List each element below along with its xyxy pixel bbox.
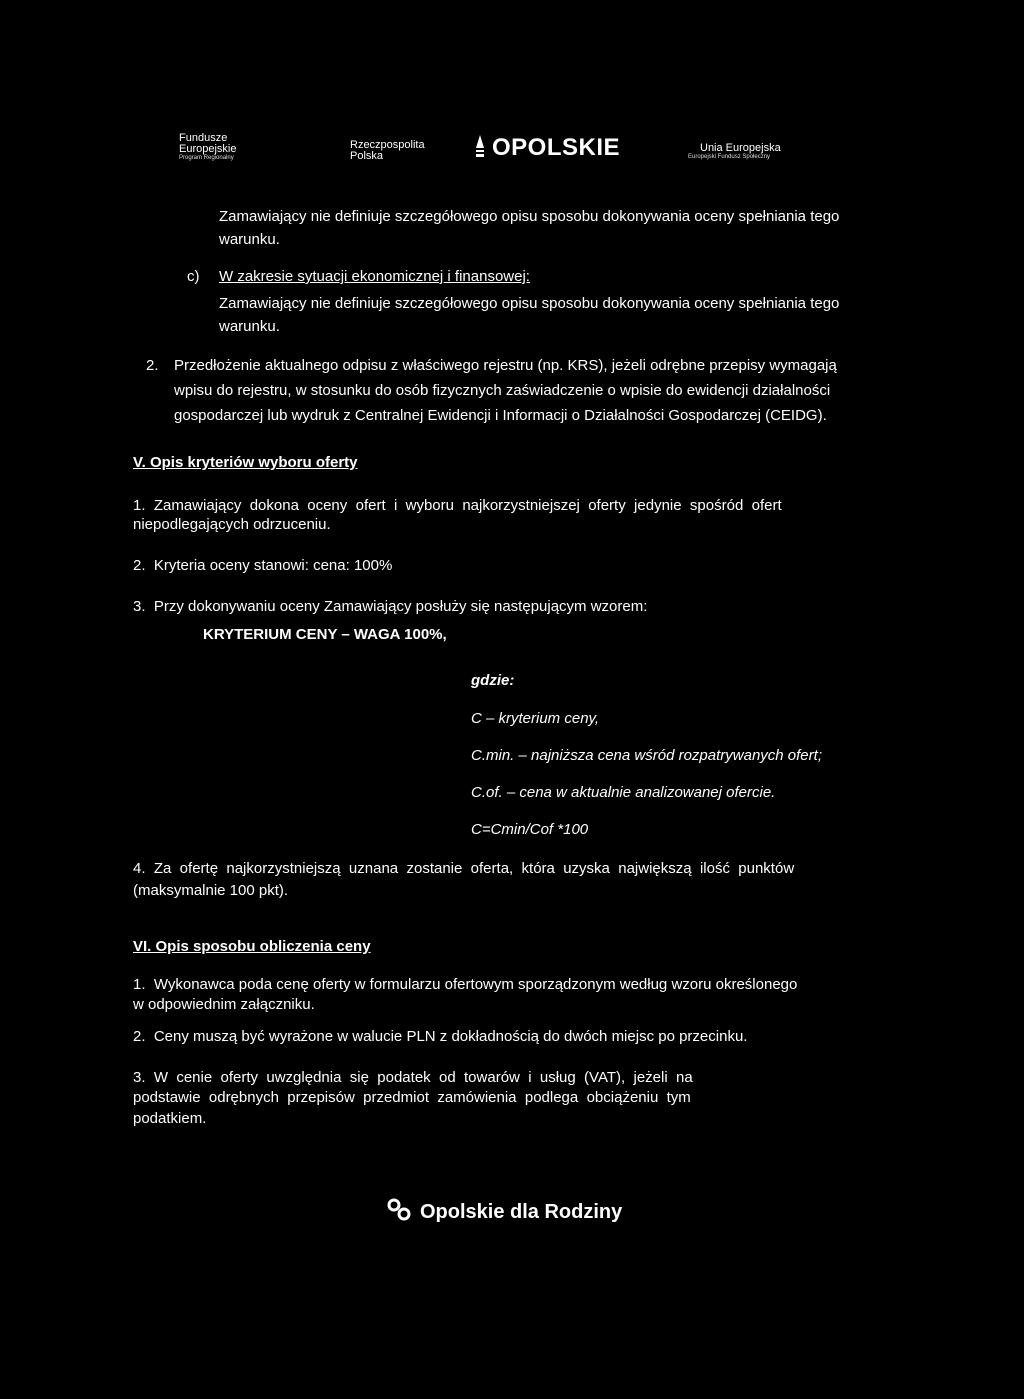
criterion-weight: KRYTERIUM CENY – WAGA 100%, [203,626,447,643]
logo-fe-line3: Program Regionalny [179,155,234,161]
section-6-p1-line2: w odpowiednim załączniku. [133,996,315,1013]
logo-rzeczpospolita [350,140,425,162]
item-2-line1: Przedłożenie aktualnego odpisu z właściwego rejestru (np. KRS), jeżeli odrębne przepisy wymagają [174,357,837,374]
definition-cof: C.of. – cena w aktualnie analizowanej ofercie. [471,784,776,801]
logo-fe-line2: Europejskie [179,143,237,155]
logo-fe-line1: Fundusze [179,132,228,144]
section-5-p4-line1: 4. Za ofertę najkorzystniejszą uznana zostanie oferta, która uzyska największą ilość punktów [133,860,795,877]
section-6-p3-line1: 3. W cenie oferty uwzględnia się podatek od towarów i usług (VAT), jeżeli na [133,1069,693,1086]
logo-opolskie-text: OPOLSKIE [492,134,621,161]
section-5-p4-line2: (maksymalnie 100 pkt). [133,882,289,899]
logo-fundusze-europejskie [179,133,236,162]
opolskie-mark-icon [476,135,484,157]
section-5-heading: V. Opis kryteriów wyboru oferty [133,454,358,471]
logo-ue-line2: Europejski Fundusz Społeczny [688,154,771,160]
item-c-title: W zakresie sytuacji ekonomicznej i finansowej: [219,268,530,285]
paragraph-top-line1: Zamawiający nie definiuje szczegółowego opisu sposobu dokonywania oceny spełniania tego [219,208,840,225]
section-6-p3-line3: podatkiem. [133,1110,207,1127]
footer-brand-text: Opolskie dla Rodziny [420,1201,623,1223]
item-c-text-line2: warunku. [219,318,280,335]
footer-logo [386,1197,622,1227]
logo-opolskie [476,134,621,161]
item-2-line3: gospodarczej lub wydruk z Centralnej Ewidencji i Informacji o Działalności Gospodarczej (CEIDG). [174,407,827,424]
logo-ue-line1: Unia Europejska [700,142,781,154]
gdzie-label: gdzie: [471,672,515,689]
logo-unia-europejska [688,143,781,161]
definition-cmin: C.min. – najniższa cena wśród rozpatrywanych ofert; [471,747,822,764]
section-6-p3-line2: podstawie odrębnych przepisów przedmiot zamówienia podlega obciążeniu tym [133,1089,691,1106]
section-5-p2: 2. Kryteria oceny stanowi: cena: 100% [133,557,393,574]
paragraph-top-line2: warunku. [219,231,280,248]
item-c-text-line1: Zamawiający nie definiuje szczegółowego opisu sposobu dokonywania oceny spełniania tego [219,295,840,312]
item-2-number: 2. [146,357,159,374]
item-c-label: c) [187,268,200,285]
section-6-heading: VI. Opis sposobu obliczenia ceny [133,938,371,955]
section-5-p3: 3. Przy dokonywaniu oceny Zamawiający posłuży się następującym wzorem: [133,598,648,615]
section-6-p2: 2. Ceny muszą być wyrażone w walucie PLN z dokładnością do dwóch miejsc po przecinku. [133,1028,748,1045]
logo-rp-line1: Rzeczpospolita [350,139,425,151]
logo-rp-line2: Polska [350,150,384,162]
section-6-p1-line1: 1. Wykonawca poda cenę oferty w formularzu ofertowym sporządzonym według wzoru określonego [133,976,798,993]
section-5-p1-line2: niepodlegających odrzuceniu. [133,516,331,533]
item-2-line2: wpisu do rejestru, w stosunku do osób fizycznych zaświadczenie o wpisie do ewidencji działalności [174,382,831,399]
definition-c: C – kryterium ceny, [471,710,600,727]
opolskie-dla-rodziny-icon [386,1197,416,1227]
formula: C=Cmin/Cof *100 [471,821,589,838]
section-5-p1-line1: 1. Zamawiający dokona oceny ofert i wyboru najkorzystniejszej oferty jedynie spośród ofert [133,497,782,514]
